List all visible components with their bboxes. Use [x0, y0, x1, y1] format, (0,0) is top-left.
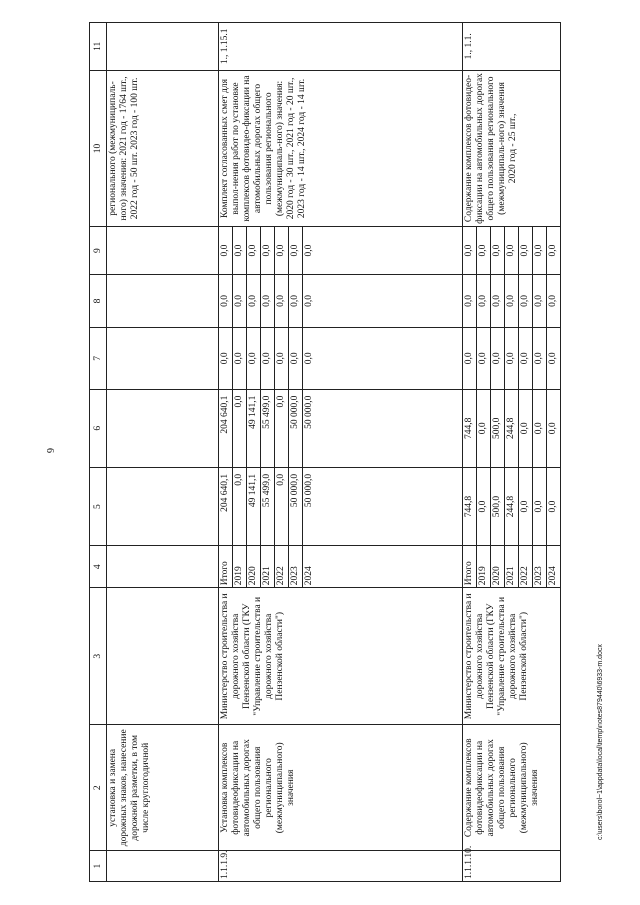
value-col6: 0,0 [547, 389, 561, 467]
entry-code: 1.1.1.10. [463, 851, 561, 882]
value-col6: 50 000,0 [289, 389, 303, 467]
value-col9: 0,0 [505, 227, 519, 275]
year-cell: 2021 [261, 546, 275, 588]
year-cell: 2022 [275, 546, 289, 588]
value-col8: 0,0 [303, 274, 463, 327]
value-col7: 0,0 [219, 328, 233, 390]
value-col7: 0,0 [519, 328, 533, 390]
value-col7: 0,0 [275, 328, 289, 390]
value-total: 744,8 [463, 467, 477, 545]
value-col8: 0,0 [219, 274, 233, 327]
year-cell: Итого [463, 546, 477, 588]
year-cell: 2023 [533, 546, 547, 588]
value-col9: 0,0 [463, 227, 477, 275]
value-total: 0,0 [233, 467, 247, 545]
table-row [219, 23, 233, 882]
table-row [107, 23, 219, 882]
value-col6: 50 000,0 [303, 389, 463, 467]
file-path-footer: c:\users\borol~1\appdata\local\temp\notes879440\6933-m.docx [597, 644, 604, 840]
entry-indicator: Комплект согласованных смет для выпол-нения работ по установке комплексов фотовидео-фиксации на автомобильных дорогах общего пользования регионального (межмуниципаль-ного) значения: 2020 год - 30 шт., 2021 год - 20 шт., 2023 год - 14 шт., 2024 год - 14 шт. [219, 70, 463, 227]
year-cell: 2020 [247, 546, 261, 588]
value-col7: 0,0 [233, 328, 247, 390]
col-header-3: 3 [90, 588, 107, 725]
value-col8: 0,0 [533, 274, 547, 327]
col-header-8: 8 [90, 274, 107, 327]
value-col7: 0,0 [547, 328, 561, 390]
value-col7: 0,0 [533, 328, 547, 390]
value-col7: 0,0 [303, 328, 463, 390]
entry-code: 1.1.1.9. [219, 851, 463, 882]
value-total: 0,0 [547, 467, 561, 545]
year-cell: 2024 [547, 546, 561, 588]
value-total: 204 640,1 [219, 467, 233, 545]
value-total: 244,8 [505, 467, 519, 545]
continued-indicator-cell: регионального (межмуниципаль-ного) значения: 2021 год - 1764 шт., 2022 год - 50 шт. 2023 год - 100 шт. [107, 70, 219, 227]
entry-executor: Министерство строительства и дорожного хозяйства Пензенской области (ГКУ "Управление строительства и дорожного хозяйства Пензенской области") [219, 588, 463, 725]
value-col8: 0,0 [261, 274, 275, 327]
value-col6: 0,0 [519, 389, 533, 467]
entry-indicator: Содержание комплексов фотовидео-фиксации на автомобильных дорогах общего пользования регионального (межмуниципаль-ного) значения 2020 год - 25 шт., [463, 70, 561, 227]
value-col6: 49 141,1 [247, 389, 261, 467]
table-row [463, 23, 477, 882]
value-total: 0,0 [533, 467, 547, 545]
year-cell: Итого [219, 546, 233, 588]
value-total: 55 499,0 [261, 467, 275, 545]
col-header-6: 6 [90, 389, 107, 467]
value-col6: 204 640,1 [219, 389, 233, 467]
col-header-9: 9 [90, 227, 107, 275]
value-col6: 55 499,0 [261, 389, 275, 467]
year-cell: 2023 [289, 546, 303, 588]
value-col6: 0,0 [275, 389, 289, 467]
value-col9: 0,0 [477, 227, 491, 275]
value-total: 0,0 [275, 467, 289, 545]
col-header-10: 10 [90, 70, 107, 227]
value-col8: 0,0 [505, 274, 519, 327]
rotated-table-block [89, 22, 611, 882]
page-number: 6 [44, 448, 55, 453]
value-col6: 500,0 [491, 389, 505, 467]
value-col9: 0,0 [519, 227, 533, 275]
continued-name-cell: установка и замена дорожных знаков, нанесение дорожной разметки, в том числе круглогодичной [107, 725, 219, 851]
value-total: 50 000,0 [289, 467, 303, 545]
value-col6: 744,8 [463, 389, 477, 467]
value-col9: 0,0 [219, 227, 233, 275]
value-col6: 0,0 [477, 389, 491, 467]
value-col8: 0,0 [519, 274, 533, 327]
value-total: 49 141,1 [247, 467, 261, 545]
value-col8: 0,0 [547, 274, 561, 327]
entry-executor: Министерство строительства и дорожного хозяйства Пензенской области (ГКУ "Управление строительства и дорожного хозяйства Пензенской области") [463, 588, 561, 725]
year-cell: 2020 [491, 546, 505, 588]
col-header-4: 4 [90, 546, 107, 588]
value-col7: 0,0 [261, 328, 275, 390]
value-col6: 0,0 [533, 389, 547, 467]
value-col9: 0,0 [491, 227, 505, 275]
value-total: 0,0 [477, 467, 491, 545]
year-cell: 2021 [505, 546, 519, 588]
value-col9: 0,0 [303, 227, 463, 275]
value-col9: 0,0 [547, 227, 561, 275]
value-col8: 0,0 [289, 274, 303, 327]
entry-link: 1., 1.1. [463, 23, 561, 71]
value-col8: 0,0 [275, 274, 289, 327]
year-cell: 2019 [233, 546, 247, 588]
value-total: 50 000,0 [303, 467, 463, 545]
entry-name: Содержание комплексов фотовидеофиксации на автомобильных дорогах общего пользования регионального (межмуниципального) значения [463, 725, 561, 851]
value-col8: 0,0 [463, 274, 477, 327]
value-col7: 0,0 [463, 328, 477, 390]
year-cell: 2022 [519, 546, 533, 588]
program-table [89, 22, 561, 882]
value-total: 0,0 [519, 467, 533, 545]
value-col8: 0,0 [491, 274, 505, 327]
value-col9: 0,0 [233, 227, 247, 275]
col-header-7: 7 [90, 328, 107, 390]
value-col6: 0,0 [233, 389, 247, 467]
value-col8: 0,0 [247, 274, 261, 327]
value-col8: 0,0 [233, 274, 247, 327]
entry-name: Установка комплексов фотовидеофиксации на автомобильных дорогах общего пользования регионального (межмуниципального) значения [219, 725, 463, 851]
column-number-row [90, 23, 107, 882]
value-col9: 0,0 [247, 227, 261, 275]
value-col7: 0,0 [491, 328, 505, 390]
value-col9: 0,0 [533, 227, 547, 275]
col-header-2: 2 [90, 725, 107, 851]
col-header-1: 1 [90, 851, 107, 882]
year-cell: 2019 [477, 546, 491, 588]
value-col7: 0,0 [289, 328, 303, 390]
value-col9: 0,0 [261, 227, 275, 275]
value-col7: 0,0 [247, 328, 261, 390]
year-cell: 2024 [303, 546, 463, 588]
entry-link: 1., 1.15.1 [219, 23, 463, 71]
value-col7: 0,0 [505, 328, 519, 390]
col-header-5: 5 [90, 467, 107, 545]
value-col8: 0,0 [477, 274, 491, 327]
col-header-11: 11 [90, 23, 107, 71]
value-col9: 0,0 [289, 227, 303, 275]
value-col6: 244,8 [505, 389, 519, 467]
value-total: 500,0 [491, 467, 505, 545]
value-col9: 0,0 [275, 227, 289, 275]
value-col7: 0,0 [477, 328, 491, 390]
